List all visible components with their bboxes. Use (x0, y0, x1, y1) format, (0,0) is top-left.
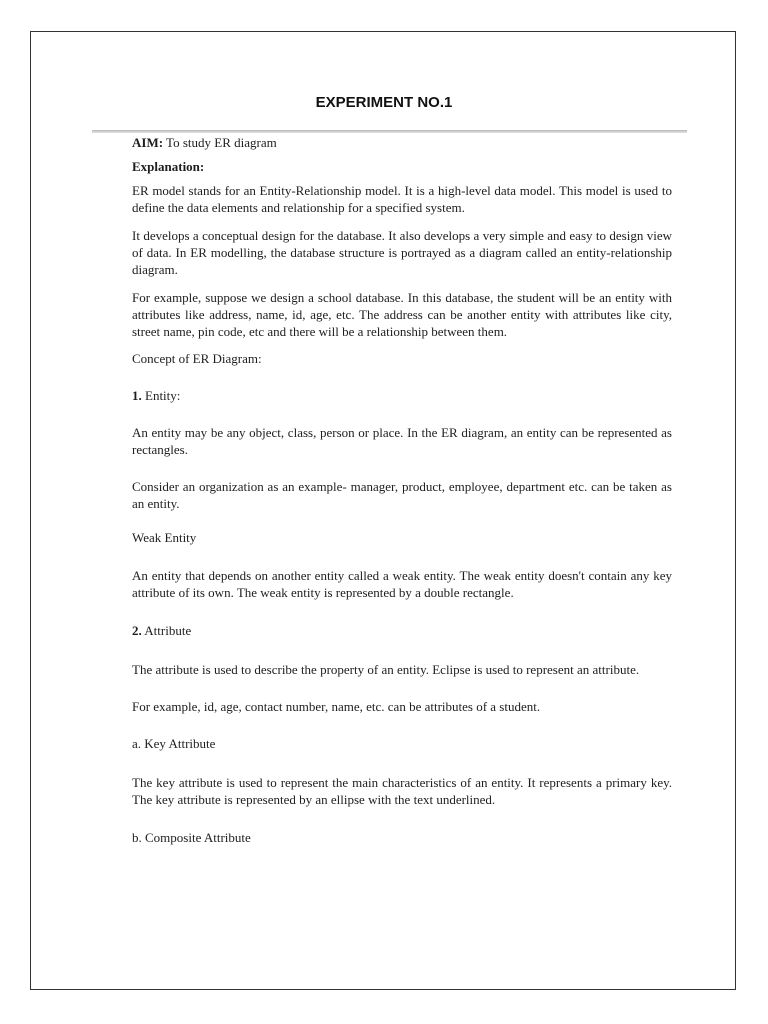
attribute-number: 2. (132, 623, 142, 638)
attribute-heading (132, 622, 672, 639)
paragraph-school-example: For example, suppose we design a school database. In this database, the student will be an entity with attributes like address, name, id, age, etc. The address can be another entity with attributes like city, street name, pin code, etc and there will be a relationship between them. (132, 290, 672, 339)
entity-number: 1. (132, 388, 142, 403)
paragraph-key-attribute: The key attribute is used to represent the main characteristics of an entity. It represents a primary key. The key attribute is represented by an ellipse with the text underlined. (132, 775, 672, 807)
entity-heading-text: Entity: (141, 388, 181, 403)
document-body (132, 134, 672, 846)
attribute-heading-text: Attribute (141, 623, 192, 638)
paragraph-er-model: ER model stands for an Entity-Relationship model. It is a high-level data model. This model is used to define the data elements and relationship for a specified system. (132, 183, 672, 215)
paragraph-conceptual-design: It develops a conceptual design for the database. It also develops a very simple and easy to design view of data. In ER modelling, the database structure is portrayed as a diagram called an entity-relationship diagram. (132, 228, 672, 277)
composite-attribute-heading: b. Composite Attribute (132, 830, 251, 845)
weak-entity-heading: Weak Entity (132, 530, 197, 545)
concept-heading: Concept of ER Diagram: (132, 351, 262, 366)
document-title: EXPERIMENT NO.1 (315, 94, 453, 111)
paragraph-weak-entity: An entity that depends on another entity called a weak entity. The weak entity doesn't contain any key attribute of its own. The weak entity is represented by a double rectangle. (132, 568, 672, 600)
paragraph-attribute-definition: The attribute is used to describe the property of an entity. Eclipse is used to represent an attribute. (132, 662, 640, 677)
paragraph-attribute-example: For example, id, age, contact number, name, etc. can be attributes of a student. (132, 699, 541, 714)
aim-text: To study ER diagram (163, 135, 277, 150)
aim-line (132, 134, 672, 151)
title-divider (92, 130, 687, 133)
explanation-heading: Explanation: (132, 159, 205, 174)
paragraph-entity-definition: An entity may be any object, class, person or place. In the ER diagram, an entity can be represented as rectangles. (132, 425, 672, 457)
key-attribute-heading: a. Key Attribute (132, 736, 216, 751)
entity-heading (132, 387, 672, 404)
paragraph-entity-example: Consider an organization as an example- manager, product, employee, department etc. can be taken as an entity. (132, 479, 672, 511)
aim-label: AIM: (132, 135, 164, 150)
